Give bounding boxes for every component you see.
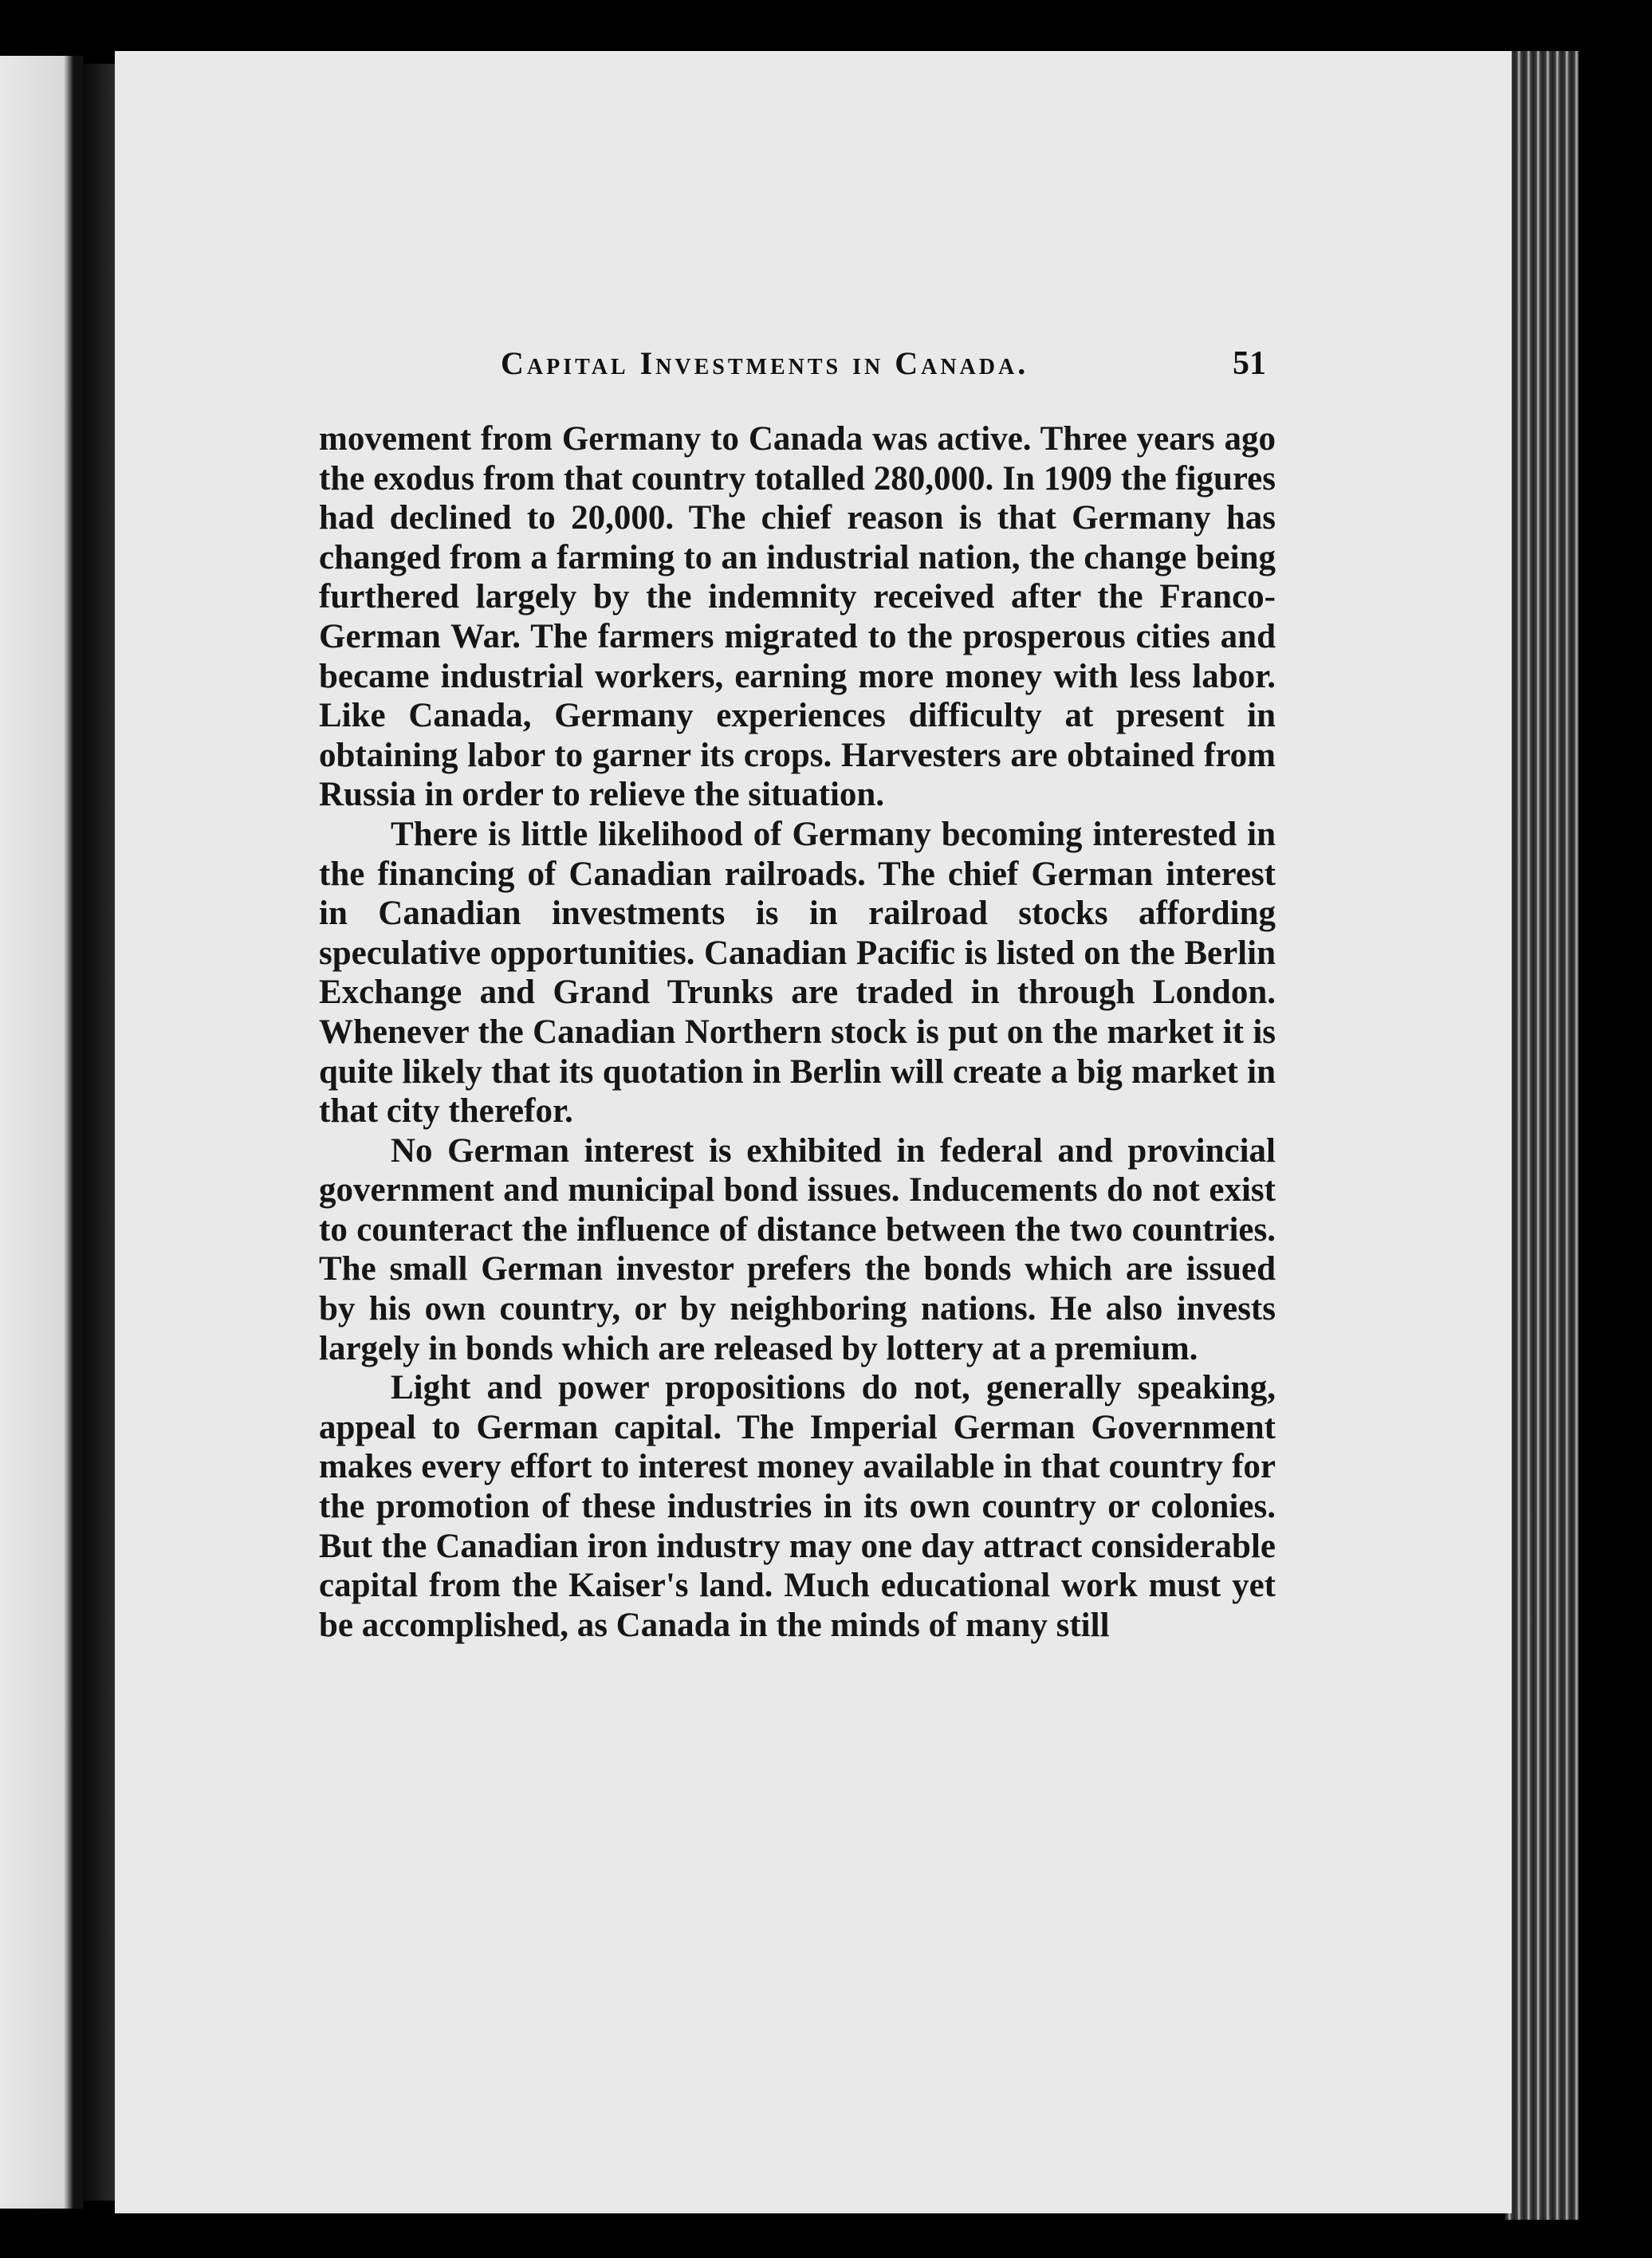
previous-page-edge [0,56,83,2209]
book-spine-shadow [83,64,115,2201]
paragraph: No German interest is exhibited in federal and provincial government and municipal bond issues. Inducements do not exist to counteract the influence of distance between the two countries. The small German investor prefers the bonds which are issued by his own country, or by neighboring nations. He also invests largely in bonds which are released by lottery at a premium. [319,1131,1276,1367]
body-text [319,419,1276,1645]
paragraph: movement from Germany to Canada was active. Three years ago the exodus from that country totalled 280,000. In 1909 the figures had declined to 20,000. The chief reason is that Germany has changed from a farming to an industrial nation, the change being furthered largely by the indemnity received after the Franco-German War. The farmers migrated to the prosperous cities and became industrial workers, earning more money with less labor. Like Canada, Germany experiences difficulty at present in obtaining labor to garner its crops. Harvesters are obtained from Russia in order to relieve the situation. [319,420,1276,814]
page-stack-edge [1505,51,1579,2220]
paragraph: There is little likelihood of Germany becoming interested in the financing of Canadian railroads. The chief German interest in Canadian investments is in railroad stocks affording speculative opportunities. Canadian Pacific is listed on the Berlin Exchange and Grand Trunks are traded in through London. Whenever the Canadian Northern stock is put on the market it is quite likely that its quotation in Berlin will create a big market in that city therefor. [319,815,1276,1131]
page-header [501,344,1266,392]
running-title: Capital Investments in Canada. [501,345,1029,381]
paragraph: Light and power propositions do not, generally speaking, appeal to German capital. The Imperial German Government makes every effort to interest money available in that country for the promotion of these industries in its own country or colonies. But the Canadian iron industry may one day attract considerable capital from the Kaiser's land. Much educational work must yet be accomplished, as Canada in the minds of many still [319,1369,1276,1644]
scan-border [1579,51,1652,2220]
page-number: 51 [1233,345,1266,382]
